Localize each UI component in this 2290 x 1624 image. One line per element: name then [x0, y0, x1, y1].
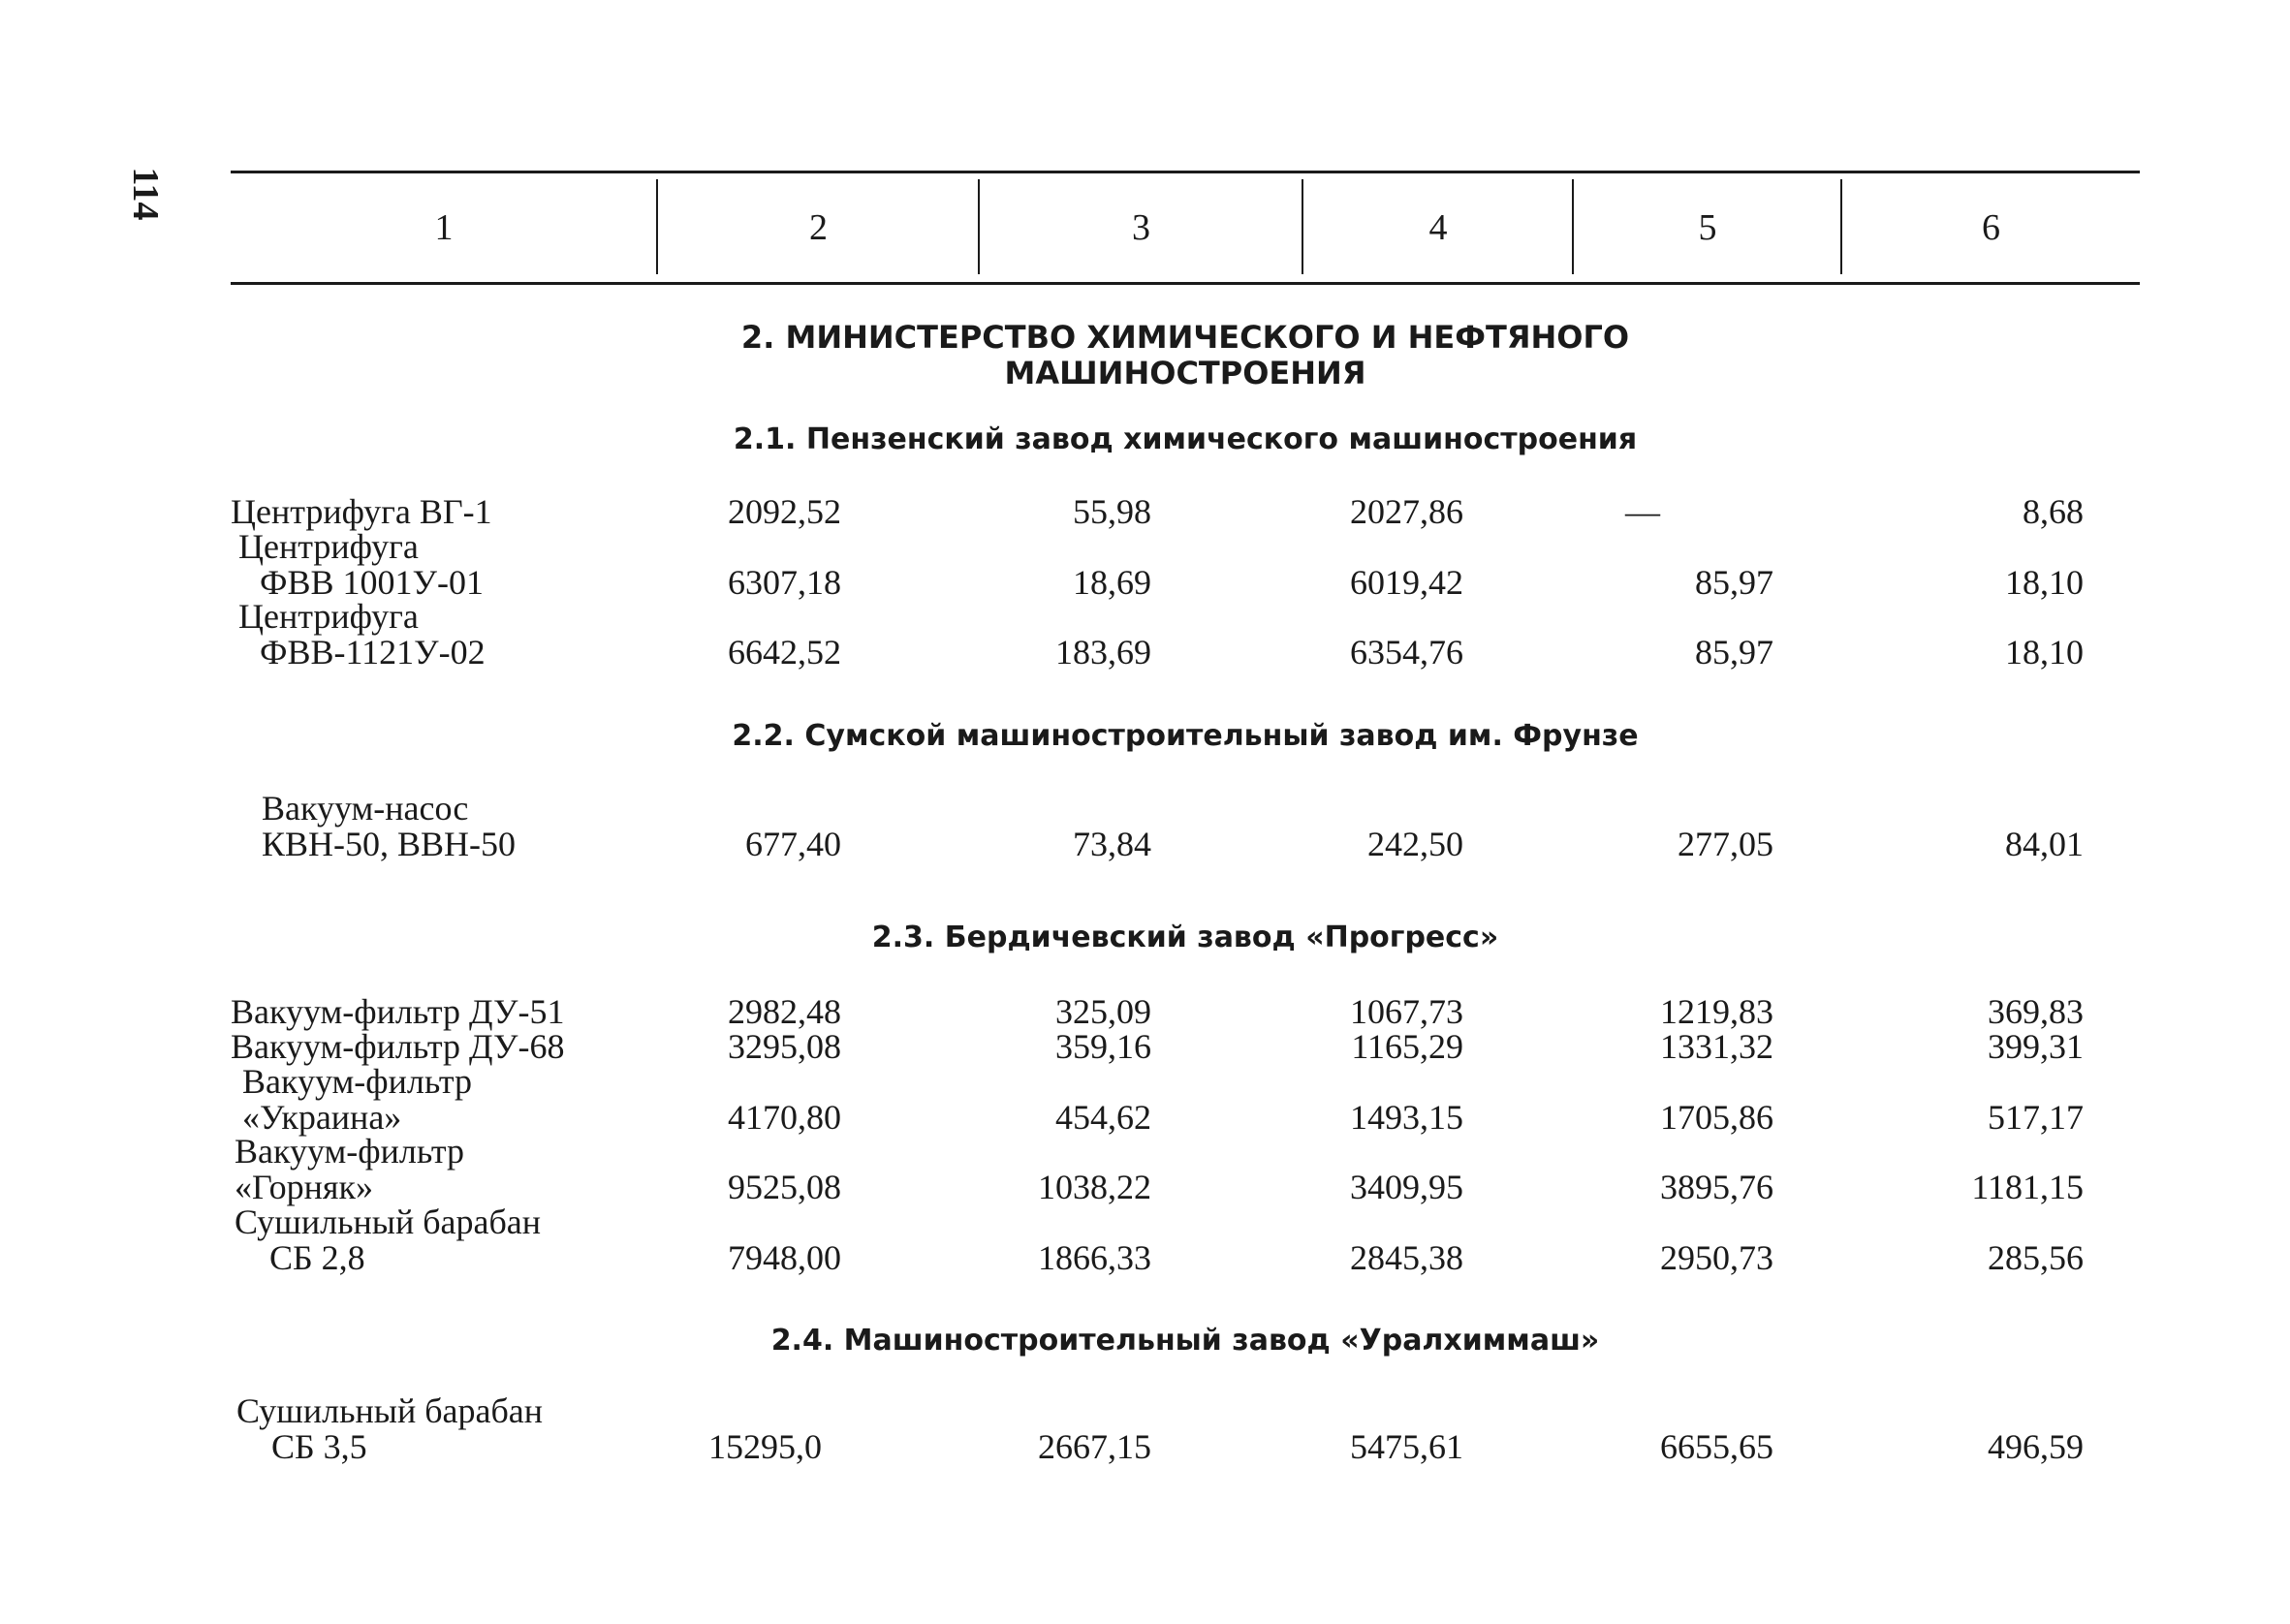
cell-col3: 359,16 [1055, 1027, 1151, 1066]
cell-col3: 183,69 [1055, 633, 1151, 671]
cell-col3: 1038,22 [1038, 1168, 1151, 1206]
header-col-4: 4 [1428, 207, 1448, 248]
row-name-line2: СБ 3,5 [271, 1427, 367, 1466]
row-name-line1: Сушильный барабан [235, 1202, 542, 1241]
row-name-line1: Вакуум-насос [262, 789, 469, 828]
cell-col5: 6655,65 [1660, 1427, 1773, 1466]
cell-col2: 9525,08 [728, 1168, 841, 1206]
cell-col2: 3295,08 [728, 1027, 841, 1066]
cell-col3: 55,98 [1073, 492, 1151, 531]
row-name-line1: Центрифуга [238, 597, 419, 636]
cell-col5: 2950,73 [1660, 1238, 1773, 1277]
cell-col4: 2845,38 [1350, 1238, 1463, 1277]
row-name-line1: Центрифуга [238, 527, 419, 566]
cell-col6: 1181,15 [1971, 1168, 2084, 1206]
cell-col2: 7948,00 [728, 1238, 841, 1277]
row-name-line2: СБ 2,8 [269, 1238, 365, 1277]
cell-col3: 1866,33 [1038, 1238, 1151, 1277]
cell-col2: 6642,52 [728, 633, 841, 671]
row-name [262, 791, 516, 862]
row-name-line2: «Горняк» [235, 1168, 373, 1206]
cell-col4: 1493,15 [1350, 1098, 1463, 1137]
cell-col6: 399,31 [1988, 1027, 2084, 1066]
cell-col5: 85,97 [1695, 633, 1773, 671]
row-name [235, 1204, 541, 1276]
row-name: Центрифуга ВГ-1 [231, 492, 492, 531]
header-col-2: 2 [809, 207, 828, 248]
row-name-line2: ФВВ-1121У-02 [260, 633, 486, 671]
cell-col4: 6354,76 [1350, 633, 1463, 671]
cell-col2: 15295,0 [708, 1427, 822, 1466]
ministry-heading-line2: МАШИНОСТРОЕНИЯ [1004, 355, 1366, 391]
cell-col2: 6307,18 [728, 563, 841, 602]
cell-col6: 18,10 [2005, 563, 2084, 602]
cell-col6: 18,10 [2005, 633, 2084, 671]
cell-col6: 369,83 [1988, 992, 2084, 1031]
cell-col6: 285,56 [1988, 1238, 2084, 1277]
row-name [242, 1064, 472, 1136]
cell-col2: 2092,52 [728, 492, 841, 531]
cell-col5: 1219,83 [1660, 992, 1773, 1031]
row-name-line2: «Украина» [242, 1098, 402, 1137]
table-header [231, 171, 2140, 285]
header-col-1: 1 [434, 207, 454, 248]
cell-col4: 1165,29 [1351, 1027, 1463, 1066]
row-name-line1: Вакуум-фильтр [242, 1062, 473, 1101]
ministry-heading [231, 320, 2140, 391]
section-heading: 2.1. Пензенский завод химического машиностроения [733, 422, 1638, 456]
row-name [235, 1134, 464, 1205]
cell-col5: 85,97 [1695, 563, 1773, 602]
row-name-line1: Вакуум-фильтр [235, 1132, 465, 1171]
cell-col6: 496,59 [1988, 1427, 2084, 1466]
ministry-heading-line1: 2. МИНИСТЕРСТВО ХИМИЧЕСКОГО И НЕФТЯНОГО [740, 319, 1630, 356]
header-col-3: 3 [1132, 207, 1150, 248]
section-heading: 2.3. Бердичевский завод «Прогресс» [871, 921, 1499, 954]
cell-col5: 277,05 [1678, 825, 1773, 863]
section-heading: 2.4. Машиностроительный завод «Уралхиммаш» [770, 1324, 1600, 1358]
row-name [238, 599, 486, 671]
row-name [238, 529, 484, 601]
cell-col2: 2982,48 [728, 992, 841, 1031]
cell-col4: 242,50 [1367, 825, 1463, 863]
cell-col5: 1705,86 [1660, 1098, 1773, 1137]
cell-col5: — [1625, 492, 1660, 531]
row-name: Вакуум-фильтр ДУ-68 [231, 1027, 565, 1066]
cell-col3: 2667,15 [1038, 1427, 1151, 1466]
cell-col4: 5475,61 [1350, 1427, 1463, 1466]
cell-col5: 1331,32 [1660, 1027, 1773, 1066]
cell-col6: 8,68 [2023, 492, 2084, 531]
cell-col3: 325,09 [1055, 992, 1151, 1031]
cell-col4: 2027,86 [1350, 492, 1463, 531]
cell-col4: 6019,42 [1350, 563, 1463, 602]
cell-col4: 3409,95 [1350, 1168, 1463, 1206]
section-heading: 2.2. Сумской машиностроительный завод им. Фрунзе [732, 719, 1639, 753]
cell-col3: 18,69 [1073, 563, 1151, 602]
row-name-line1: Сушильный барабан [236, 1391, 544, 1430]
header-col-6: 6 [1982, 207, 2000, 248]
cell-col6: 84,01 [2005, 825, 2084, 863]
row-name [236, 1393, 543, 1465]
cell-col3: 454,62 [1055, 1098, 1151, 1137]
cell-col2: 4170,80 [728, 1098, 841, 1137]
row-name-line2: КВН-50, ВВН-50 [262, 825, 517, 863]
cell-col2: 677,40 [745, 825, 841, 863]
row-name: Вакуум-фильтр ДУ-51 [231, 992, 565, 1031]
cell-col3: 73,84 [1073, 825, 1151, 863]
page-number: 114 [125, 167, 166, 221]
cell-col5: 3895,76 [1660, 1168, 1773, 1206]
cell-col6: 517,17 [1988, 1098, 2084, 1137]
cell-col4: 1067,73 [1350, 992, 1463, 1031]
row-name-line2: ФВВ 1001У-01 [260, 563, 484, 602]
header-col-5: 5 [1698, 207, 1717, 248]
